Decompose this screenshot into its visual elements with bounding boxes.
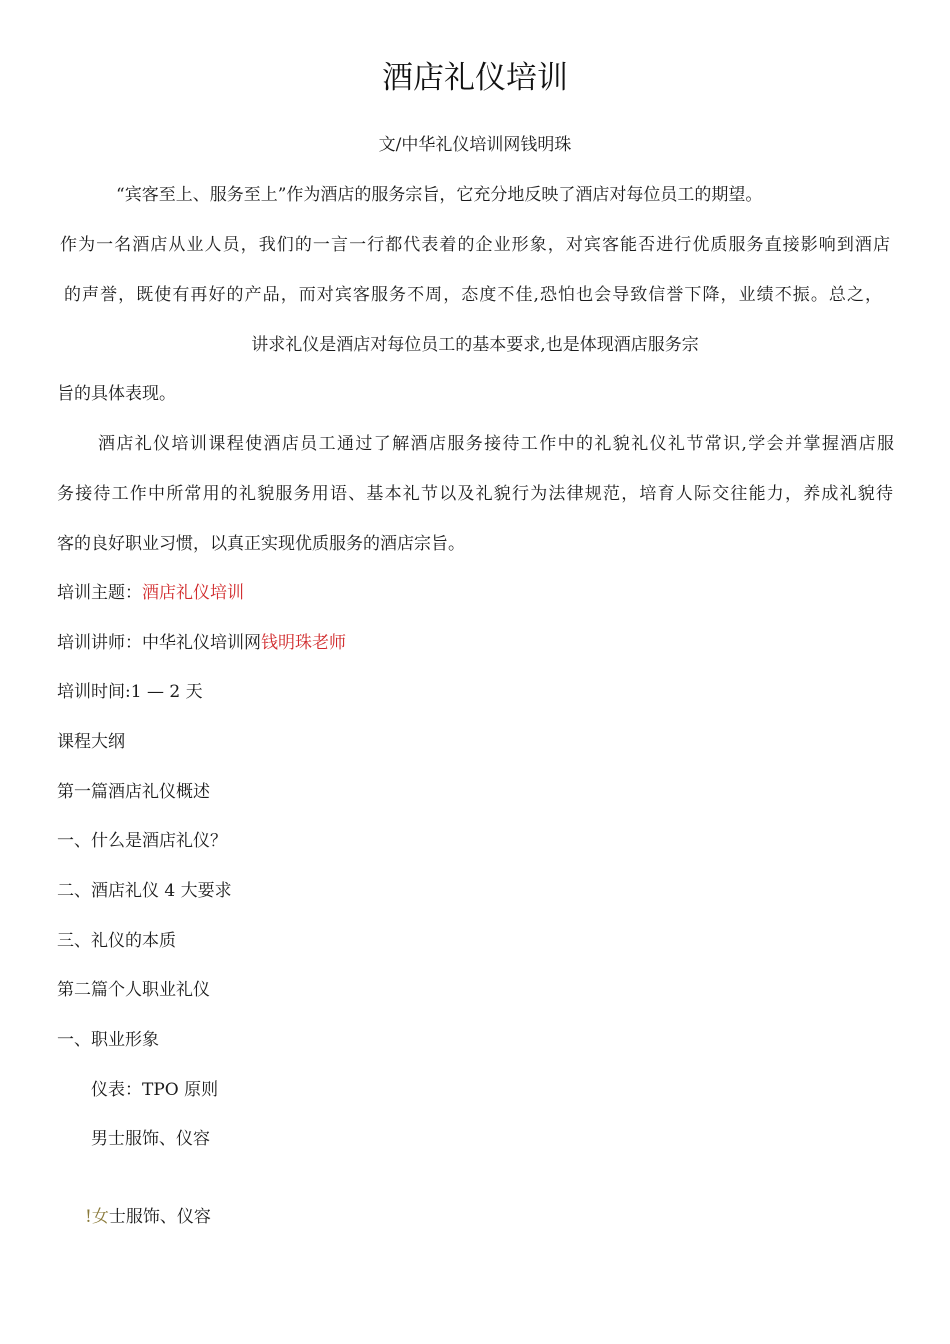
doc-byline: 文/中华礼仪培训网钱明珠 (378, 135, 572, 155)
outline-part-1-item-1: 一、什么是酒店礼仪？ (57, 831, 227, 851)
outline-part-2-sub-1: 仪表：TPO 原则 (91, 1080, 219, 1100)
outline-part-2-item-1: 一、职业形象 (57, 1030, 159, 1050)
intro-line-4: 讲求礼仪是酒店对每位员工的基本要求,也是体现酒店服务宗 (251, 335, 699, 355)
training-teacher-label: 培训讲师：中华礼仪培训网 (57, 633, 261, 653)
outline-part-1-item-2: 二、酒店礼仪 4 大要求 (57, 881, 232, 901)
course-line-1: 酒店礼仪培训课程使酒店员工通过了解酒店服务接待工作中的礼貌礼仪礼节常识,学会并掌握酒店服 (98, 434, 894, 454)
intro-line-2: 作为一名酒店从业人员，我们的一言一行都代表着的企业形象，对宾客能否进行优质服务直接影响到酒店 (60, 235, 890, 255)
outline-part-1-item-3: 三、礼仪的本质 (57, 931, 176, 951)
intro-line-1: “宾客至上、服务至上”作为酒店的服务宗旨，它充分地反映了酒店对每位员工的期望。 (116, 185, 763, 205)
outline-mark: ! (85, 1207, 92, 1227)
outline-part-1: 第一篇酒店礼仪概述 (57, 782, 210, 802)
outline-part-2-sub-2: 男士服饰、仪容 (91, 1129, 210, 1149)
course-line-2: 务接待工作中所常用的礼貌服务用语、基本礼节以及礼貌行为法律规范，培育人际交往能力，养成礼貌待 (57, 484, 893, 504)
outline-part-2-sub-3 (85, 1206, 211, 1228)
training-teacher (57, 632, 346, 654)
outline-sub-3-first-char: 女 (91, 1207, 109, 1227)
training-theme-value: 酒店礼仪培训 (142, 583, 244, 603)
outline-sub-3-rest: 士服饰、仪容 (108, 1207, 211, 1227)
doc-title: 酒店礼仪培训 (382, 60, 568, 96)
outline-part-2: 第二篇个人职业礼仪 (57, 980, 210, 1000)
training-theme-label: 培训主题： (57, 583, 142, 603)
intro-line-3: 的声誉，既使有再好的产品，而对宾客服务不周，态度不佳,恐怕也会导致信誉下降，业绩不振。总之， (64, 285, 882, 305)
outline-heading: 课程大纲 (57, 732, 125, 752)
course-line-3: 客的良好职业习惯，以真正实现优质服务的酒店宗旨。 (57, 534, 465, 554)
training-teacher-value: 钱明珠老师 (261, 633, 346, 653)
intro-line-5: 旨的具体表现。 (57, 384, 176, 404)
training-theme (57, 582, 244, 604)
training-time: 培训时间:1 — 2 天 (57, 682, 203, 702)
